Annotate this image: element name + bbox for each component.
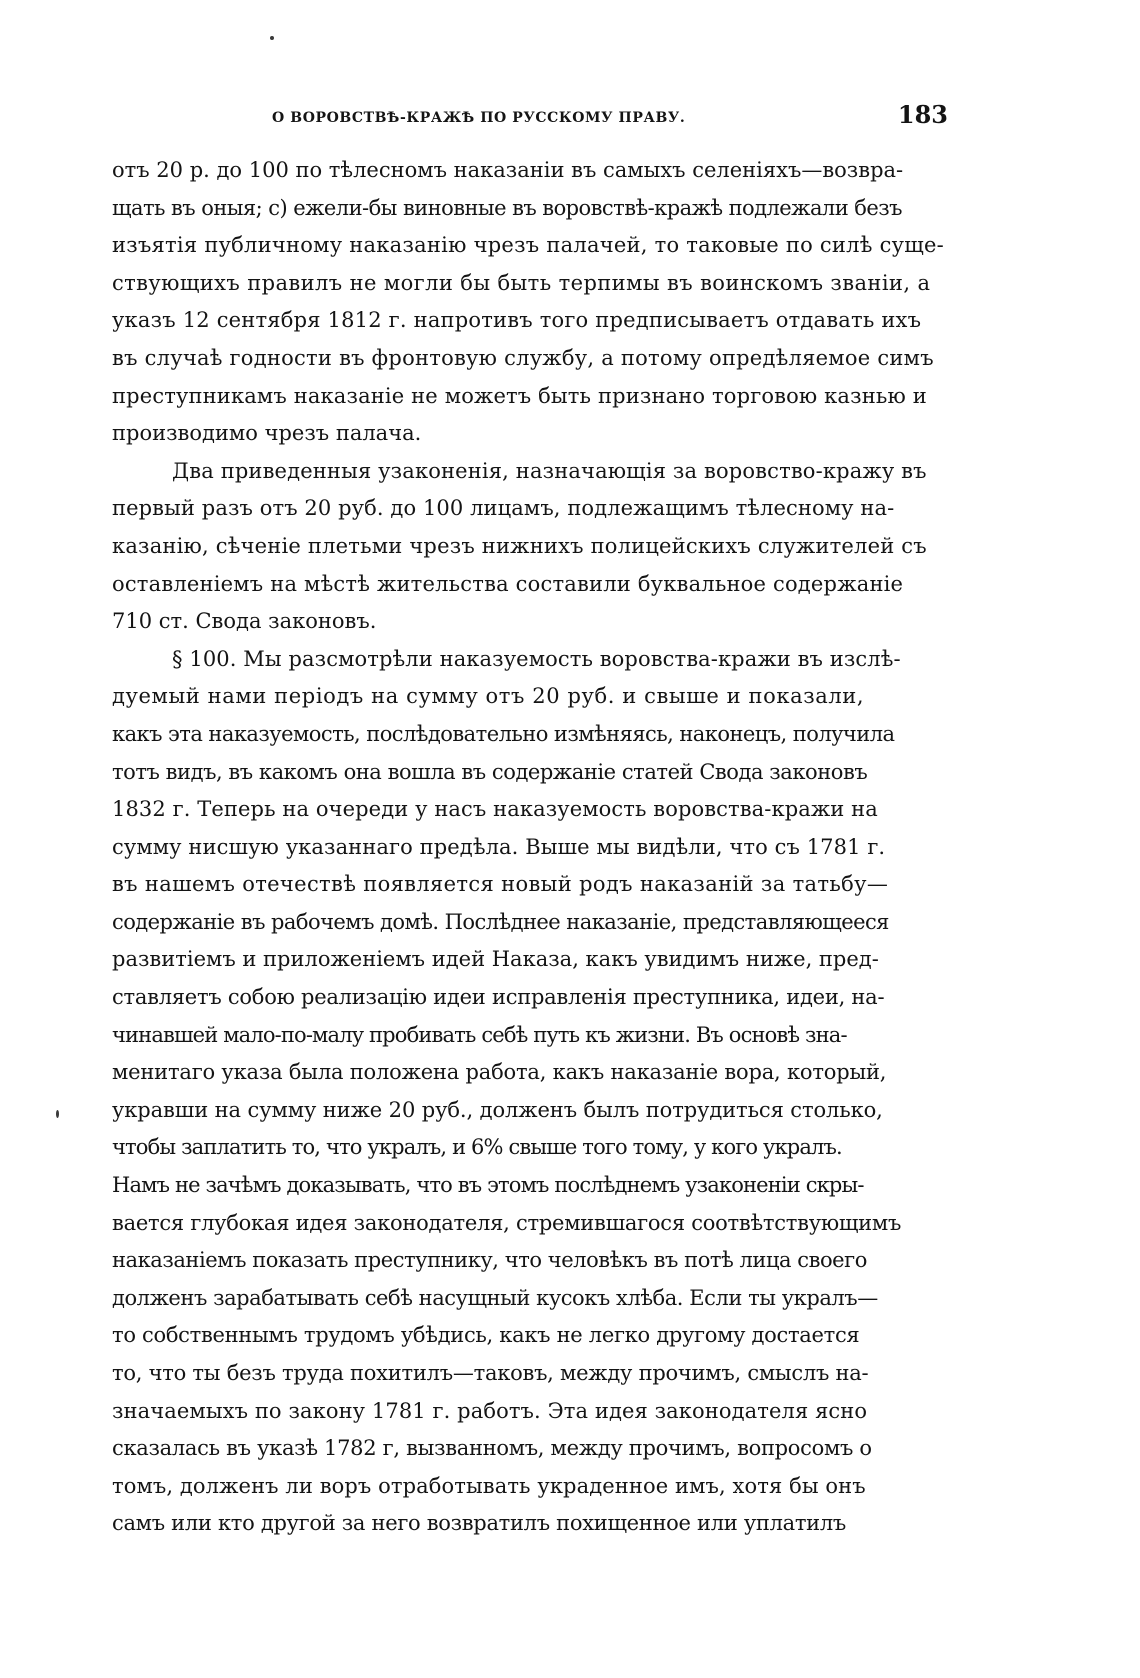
- text-line: въ нашемъ отечествѣ появляется новый родъ наказаній за татьбу—: [112, 872, 889, 897]
- text-line: щать въ оныя; с) ежели-бы виновные въ воровствѣ-кражѣ подлежали безъ: [112, 195, 902, 220]
- text-line: то, что ты безъ труда похитилъ—таковъ, между прочимъ, смыслъ на-: [112, 1361, 869, 1385]
- text-line: преступникамъ наказаніе не можетъ быть признано торговою казнью и: [112, 383, 927, 408]
- text-line: въ случаѣ годности въ фронтовую службу, а потому опредѣляемое симъ: [112, 345, 934, 370]
- page-number: 183: [897, 100, 948, 129]
- text-line: оставленіемъ на мѣстѣ жительства составили буквальное содержаніе: [112, 571, 904, 596]
- text-line: тотъ видъ, въ какомъ она вошла въ содержаніе статей Свода законовъ: [112, 759, 868, 784]
- text-line: ставляетъ собою реализацію идеи исправленія преступника, идеи, на-: [112, 985, 885, 1010]
- text-line: развитіемъ и приложеніемъ идей Наказа, какъ увидимъ ниже, пред-: [112, 947, 879, 972]
- text-line: дуемый нами періодъ на сумму отъ 20 руб. и свыше и показали,: [112, 684, 865, 709]
- text-line: наказаніемъ показать преступнику, что человѣкъ въ потѣ лица своего: [112, 1248, 867, 1273]
- text-line: самъ или кто другой за него возвратилъ похищенное или уплатилъ: [112, 1511, 846, 1536]
- text-line: сумму нисшую указаннаго предѣла. Выше мы видѣли, что съ 1781 г.: [112, 834, 886, 859]
- paragraph-start-line: Два приведенныя узаконенія, назначающія за воровство-кражу въ: [172, 458, 927, 483]
- text-line: казанію, сѣченіе плетьми чрезъ нижнихъ полицейскихъ служителей съ: [112, 533, 927, 558]
- text-line: производимо чрезъ палача.: [112, 421, 422, 446]
- text-line: значаемыхъ по закону 1781 г. работъ. Эта идея законодателя ясно: [112, 1398, 868, 1423]
- text-line: менитаго указа была положена работа, какъ наказаніе вора, который,: [112, 1060, 887, 1085]
- text-line: какъ эта наказуемость, послѣдовательно измѣняясь, наконецъ, получила: [112, 721, 895, 746]
- text-line: отъ 20 р. до 100 по тѣлесномъ наказаніи въ самыхъ селеніяхъ—возвра-: [112, 158, 904, 182]
- text-line: долженъ зарабатывать себѣ насущный кусокъ хлѣба. Если ты укралъ—: [112, 1285, 878, 1310]
- ink-speck: [56, 1110, 59, 1118]
- page-header: [112, 96, 954, 136]
- text-line: то собственнымъ трудомъ убѣдись, какъ не легко другому достается: [112, 1323, 860, 1348]
- text-line: укравши на сумму ниже 20 руб., долженъ былъ потрудиться столько,: [112, 1097, 883, 1122]
- text-line: сказалась въ указѣ 1782 г, вызванномъ, между прочимъ, вопросомъ о: [112, 1436, 872, 1461]
- text-line: первый разъ отъ 20 руб. до 100 лицамъ, подлежащимъ тѣлесному на-: [112, 496, 895, 521]
- ink-speck: [270, 36, 274, 40]
- running-title: О ВОРОВСТВѢ-КРАЖѢ ПО РУССКОМУ ПРАВУ.: [272, 110, 686, 126]
- text-line: чтобы заплатить то, что укралъ, и 6% свыше того тому, у кого укралъ.: [112, 1135, 842, 1160]
- text-line: ствующихъ правилъ не могли бы быть терпимы въ воинскомъ званіи, а: [112, 270, 931, 295]
- text-line: чинавшей мало-по-малу пробивать себѣ путь къ жизни. Въ основѣ зна-: [112, 1022, 847, 1047]
- text-line: содержаніе въ рабочемъ домѣ. Послѣднее наказаніе, представляющееся: [112, 909, 889, 934]
- text-line: 710 ст. Свода законовъ.: [112, 609, 377, 634]
- text-line: Намъ не зачѣмъ доказывать, что въ этомъ послѣднемъ узаконеніи скры-: [112, 1173, 864, 1198]
- text-line: вается глубокая идея законодателя, стремившагося соотвѣтствующимъ: [112, 1210, 902, 1235]
- paragraph-start-line: § 100. Мы разсмотрѣли наказуемость воровства-кражи въ изслѣ-: [172, 646, 901, 671]
- body-text: [112, 152, 954, 1543]
- text-line: указъ 12 сентября 1812 г. напротивъ того предписываетъ отдавать ихъ: [112, 308, 922, 333]
- text-line: изъятія публичному наказанію чрезъ палачей, то таковые по силѣ суще-: [112, 233, 945, 258]
- text-line: 1832 г. Теперь на очереди у насъ наказуемость воровства-кражи на: [112, 797, 878, 822]
- text-line: томъ, долженъ ли воръ отработывать украденное имъ, хотя бы онъ: [112, 1473, 866, 1498]
